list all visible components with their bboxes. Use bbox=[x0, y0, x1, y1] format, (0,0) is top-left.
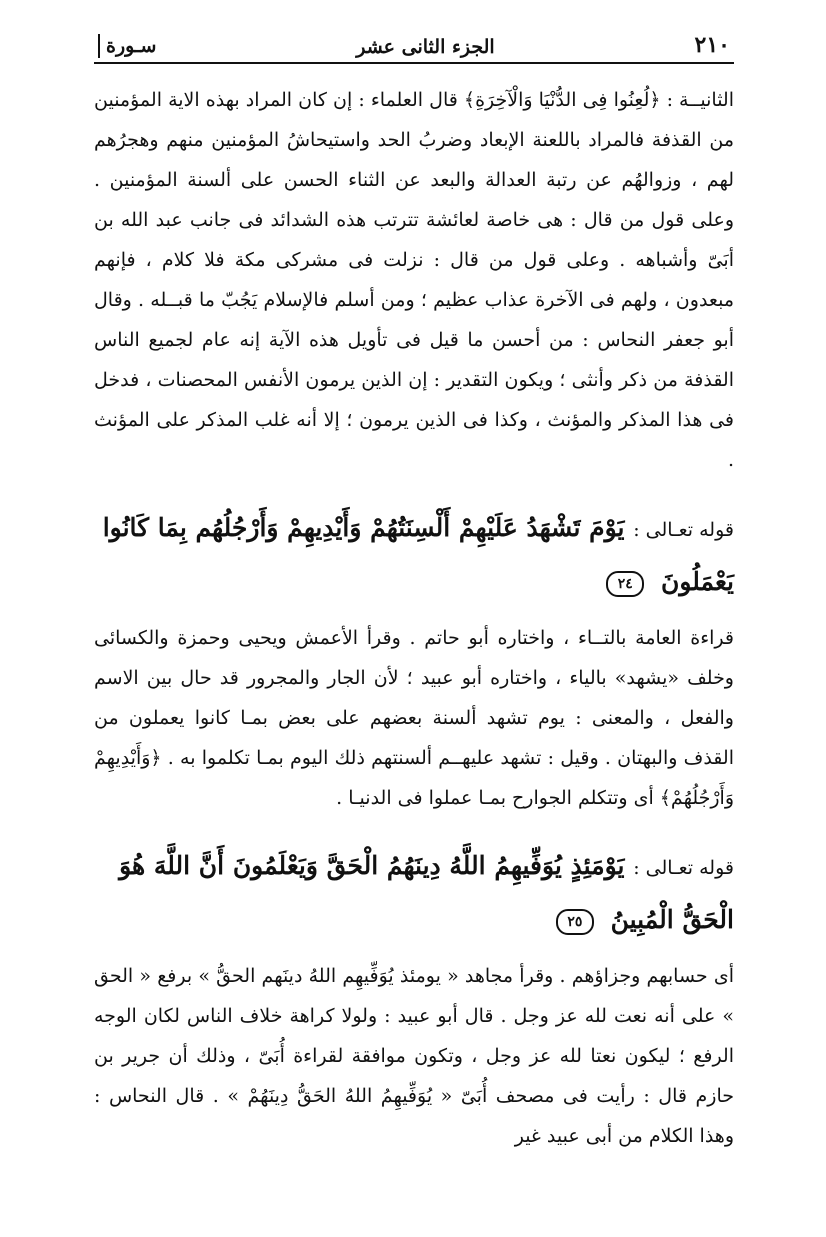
verse-lead: قوله تعـالى : bbox=[633, 519, 734, 541]
quran-verse-24 bbox=[94, 502, 734, 608]
paragraph-commentary-2: قراءة العامة بالتــاء ، واختاره أبو حاتم . وقرأ الأعمش ويحيى وحمزة والكسائى وخلف «يشهد» بالياء ، واختاره أبو عبيد ؛ لأن الجار والمجرور قد حال بين الاسم والفعل ، والمعنى : يوم تشهد ألسنة بعضهم على بعض بمـا كانوا يعملون من القذف والبهتان . وقيل : تشهد عليهــم ألسنتهم ذلك اليوم بمـا تكلموا به . ﴿وَأَيْدِيهِمْ وَأَرْجُلُهُمْ﴾ أى وتتكلم الجوارح بمـا عملوا فى الدنيـا . bbox=[94, 627, 734, 809]
running-title: الجزء الثانى عشر bbox=[356, 36, 495, 58]
section-label bbox=[98, 34, 156, 58]
page-header bbox=[94, 18, 734, 64]
quran-verse-25 bbox=[94, 840, 734, 946]
paragraph-commentary-3: أى حسابهم وجزاؤهم . وقرأ مجاهد « يومئذ يُوَفِّيهِم اللهُ دينَهم الحقُّ » برفع « الحق » على أنه نعت لله عز وجل . قال أبو عبيد : ولولا كراهة خلاف الناس لكان الوجه الرفع ؛ ليكون نعتا لله عز وجل ، وتكون موافقة لقراءة أُبَىّ ، وذلك أن جرير بن حازم قال : رأيت فى مصحف أُبَىّ « يُوَفِّيهِمُ اللهُ الحَقُّ دِينَهُمْ » . قال النحاس : وهذا الكلام من أبى عبيد غير bbox=[94, 965, 734, 1147]
verse-text: يَوْمَئِذٍ يُوَفِّيهِمُ اللَّهُ دِينَهُمُ الْحَقَّ وَيَعْلَمُونَ أَنَّ اللَّهَ هُوَ الْحَقُّ الْمُبِينُ bbox=[119, 851, 734, 934]
page-number: ٢١٠ bbox=[694, 32, 730, 58]
verse-text: يَوْمَ تَشْهَدُ عَلَيْهِمْ أَلْسِنَتُهُمْ وَأَيْدِيهِمْ وَأَرْجُلُهُم بِمَا كَانُوا يَعْمَلُونَ bbox=[102, 513, 734, 596]
ayah-number-badge: ٢٥ bbox=[556, 909, 594, 935]
verse-lead: قوله تعـالى : bbox=[633, 857, 734, 879]
header-bar-icon bbox=[98, 34, 100, 58]
paragraph-commentary-1: الثانيــة : ﴿لُعِنُوا فِى الدُّنْيَا وَالْآخِرَةِ﴾ قال العلماء : إن كان المراد بهذه الاية المؤمنين من القذفة فالمراد باللعنة الإبعاد وضربُ الحد واستيحاشُ المؤمنين منهم وهجرُهم لهم ، وزوالهُم عن رتبة العدالة والبعد عن الثناء الحسن على ألسنة المؤمنين . وعلى قول من قال : هى خاصة لعائشة تترتب هذه الشدائد فى جانب عبد الله بن أبَىّ وأشباهه . وعلى قول من قال : نزلت فى مشركى مكة فلا كلام ، فإنهم مبعدون ، ولهم فى الآخرة عذاب عظيم ؛ ومن أسلم فالإسلام يَجُبّ ما قبــله . وقال أبو جعفر النحاس : من أحسن ما قيل فى تأويل هذه الآية إنه عام لجميع الناس القذفة من ذكر وأنثى ؛ ويكون التقدير : إن الذين يرمون الأنفس المحصنات ، فدخل فى هذا المذكر والمؤنث ، وكذا فى الذين يرمون ؛ إلا أنه غلب المذكر على المؤنث . bbox=[94, 89, 734, 471]
section-label-text: سـورة bbox=[106, 35, 157, 57]
ayah-number-badge: ٢٤ bbox=[606, 571, 644, 597]
